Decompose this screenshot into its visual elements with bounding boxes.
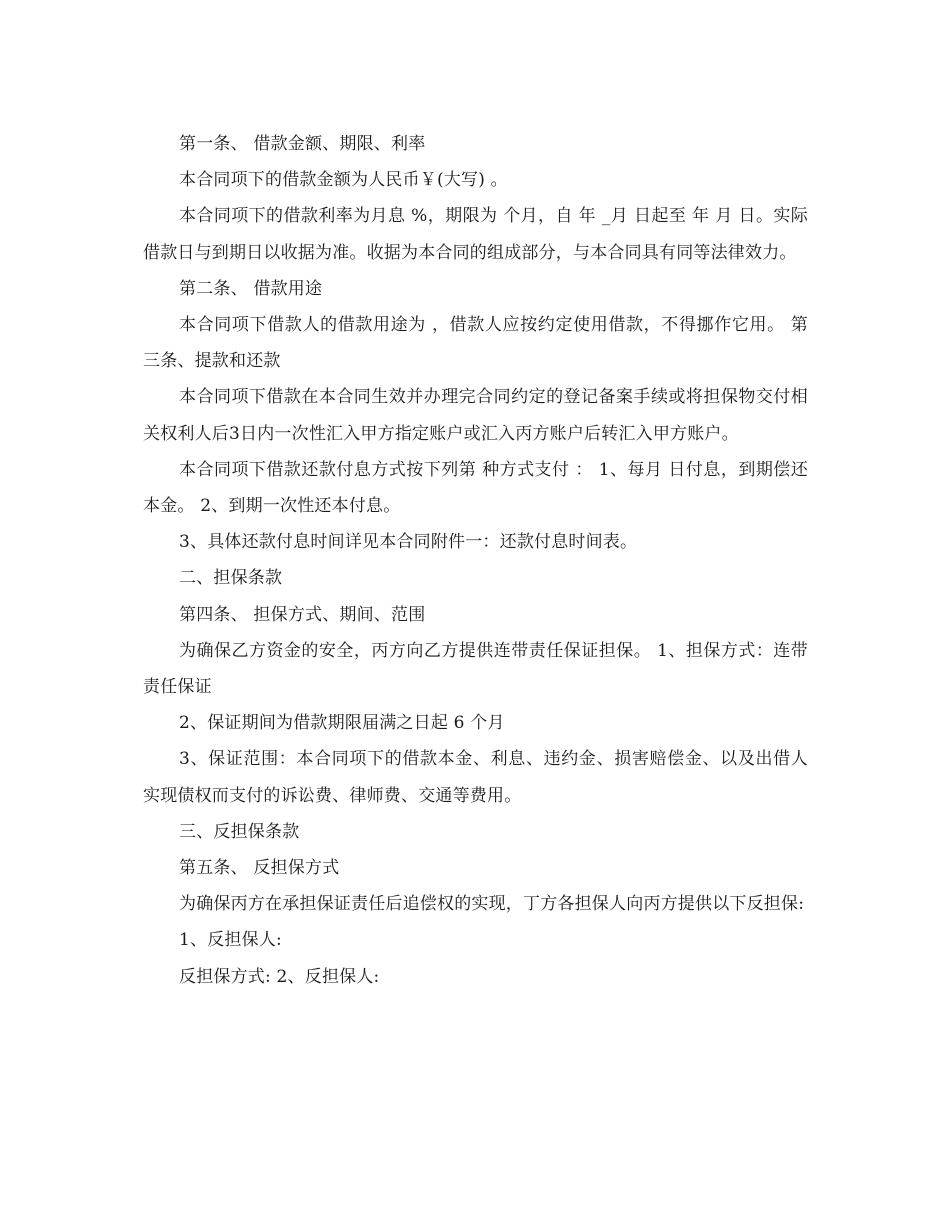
guarantee-period-paragraph: 2、保证期间为借款期限届满之日起 6 个月: [179, 713, 505, 734]
loan-purpose-paragraph: 本合同项下借款人的借款用途为 ，借款人应按约定使用借款，不得挪作它用。 第三条、提款和还款: [143, 315, 808, 372]
counter-guarantor-1-paragraph: 1、反担保人:: [179, 930, 282, 951]
article-5-heading: 第五条、 反担保方式: [179, 858, 340, 879]
guarantee-section-heading: 二、担保条款: [179, 568, 283, 589]
counter-guarantee-intro-paragraph: 为确保丙方在承担保证责任后追偿权的实现，丁方各担保人向丙方提供以下反担保:: [179, 894, 805, 915]
guarantee-scope-paragraph: 3、保证范围：本合同项下的借款本金、利息、违约金、损害赔偿金、以及出借人实现债权而支付的诉讼费、律师费、交通等费用。: [143, 749, 808, 806]
article-4-heading: 第四条、 担保方式、期间、范围: [179, 604, 426, 625]
article-1-heading: 第一条、 借款金额、期限、利率: [179, 134, 426, 154]
document-body: [143, 126, 808, 995]
disbursement-paragraph: 本合同项下借款在本合同生效并办理完合同约定的登记备案手续或将担保物交付相关权利人后3日内一次性汇入甲方指定账户或汇入丙方账户后转汇入甲方账户。: [143, 387, 808, 444]
repayment-schedule-paragraph: 3、具体还款付息时间详见本合同附件一：还款付息时间表。: [179, 532, 638, 553]
counter-guarantee-method-paragraph: 反担保方式: 2、反担保人:: [179, 966, 380, 987]
interest-term-paragraph: 本合同项下的借款利率为月息 %，期限为 个月，自 年 _月 日起至 年 月 日。实际借款日与到期日以收据为准。收据为本合同的组成部分，与本合同具有同等法律效力。: [143, 206, 808, 263]
loan-amount-paragraph: 本合同项下的借款金额为人民币￥(大写) 。: [179, 170, 508, 191]
repayment-method-paragraph: 本合同项下借款还款付息方式按下列第 种方式支付 ： 1、每月 日付息，到期偿还本金。 2、到期一次性还本付息。: [143, 459, 808, 517]
guarantee-method-paragraph: 为确保乙方资金的安全，丙方向乙方提供连带责任保证担保。 1、担保方式：连带责任保证: [143, 640, 808, 698]
counter-guarantee-section-heading: 三、反担保条款: [179, 821, 300, 842]
article-2-heading: 第二条、 借款用途: [179, 278, 323, 299]
